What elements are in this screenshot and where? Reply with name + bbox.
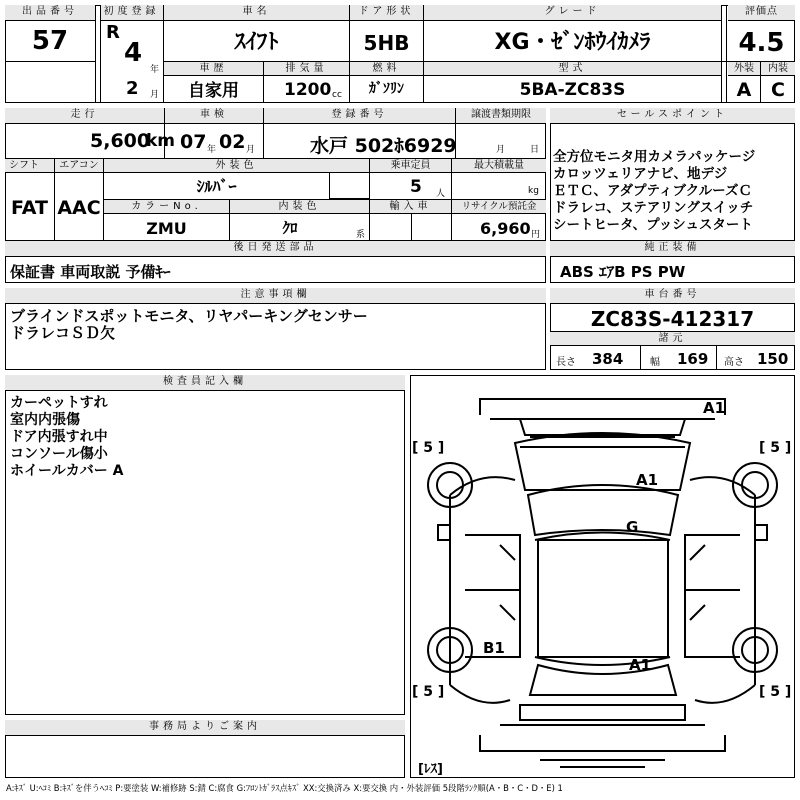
capacity-box (370, 173, 452, 200)
era: R (106, 22, 120, 43)
sales-point-line: シートヒータ、プッシュスタート (553, 217, 753, 233)
reg-number-label: 登録番号 (264, 108, 456, 124)
displacement-label: 排気量 (264, 62, 350, 76)
lot-blank (5, 61, 96, 103)
dims-div-2 (716, 346, 717, 370)
reg-number-box (264, 124, 456, 158)
inspector-line: ホイールカバー A (10, 463, 124, 479)
mileage-value: 5,600 (90, 130, 151, 152)
color-label: 外装色 (104, 159, 370, 173)
model-value: 5BA-ZC83S (424, 76, 722, 103)
sales-point-line: カロッツェリアナビ、地デジ (553, 166, 728, 182)
office-label: 事務局よりご案内 (5, 720, 405, 736)
int-color-value: ｸﾛ (282, 219, 298, 237)
later-parts-value: 保証書 車両取説 予備ｷｰ (10, 263, 171, 281)
chassis-label: 車台番号 (550, 288, 795, 304)
history-value: 自家用 (164, 76, 264, 103)
inspector-label: 検査員記入欄 (5, 375, 405, 391)
inspector-line: ドア内張すれ中 (10, 429, 108, 445)
fuel-value: ｶﾞｿﾘﾝ (350, 76, 424, 103)
capacity-unit: 人 (436, 189, 446, 199)
tire-rear-right: [ 5 ] (759, 684, 792, 700)
shift-value: FAT (5, 173, 55, 241)
displacement-box (264, 76, 350, 103)
width-label: 幅 (650, 357, 660, 368)
int-color-unit: 系 (356, 230, 366, 240)
int-color-label: 内装色 (230, 200, 370, 214)
damage-mark-windshield: G (626, 518, 639, 536)
insp-month-unit: 月 (246, 145, 256, 155)
later-parts-label: 後日発送部品 (5, 241, 546, 257)
insp-year-unit: 年 (207, 145, 217, 155)
caution-line: ブラインドスポットモニタ、リヤパーキングセンサー (10, 307, 368, 325)
interior-label: 内装 (761, 62, 795, 76)
inspector-line: カーペットすれ (10, 395, 108, 411)
recycle-unit: 円 (531, 230, 541, 240)
dims-label: 諸元 (550, 332, 795, 346)
damage-mark-left-rear: B1 (483, 639, 505, 657)
genuine-value: ABS ｴｱB PS PW (560, 263, 686, 281)
height-value: 150 (757, 350, 789, 368)
ac-value: AAC (55, 173, 104, 241)
length-label: 長さ (556, 357, 576, 368)
insp-month: 02 (219, 131, 246, 153)
model-label: 型式 (424, 62, 722, 76)
year-unit: 年 (150, 65, 160, 75)
inspector-line: コンソール傷小 (10, 446, 108, 462)
color-no-label: カラーNo. (104, 200, 230, 214)
recycle-value: 6,960 (480, 219, 531, 238)
displacement-unit: cc (332, 90, 342, 100)
sales-points-lines (553, 149, 755, 234)
exterior-value: A (728, 76, 761, 103)
damage-mark-rear: A1 (629, 656, 652, 674)
genuine-label: 純正装備 (550, 241, 795, 257)
damage-mark-front-bumper: A1 (703, 399, 726, 417)
sales-point-line: ドラレコ、ステアリングスイッチ (553, 200, 754, 216)
month-unit: 月 (150, 90, 160, 100)
fuel-label: 燃料 (350, 62, 424, 76)
tire-front-left: [ 5 ] (412, 440, 445, 456)
capacity-label: 乗車定員 (370, 159, 452, 173)
import-inner (370, 214, 412, 241)
transfer-day: 日 (530, 145, 540, 155)
transfer-label: 譲渡書類期限 (456, 108, 546, 124)
inspection-label: 車検 (165, 108, 264, 124)
dims-div-1 (640, 346, 641, 370)
interior-value: C (771, 79, 785, 101)
grade-label: グレード (424, 5, 722, 21)
sales-point-line: 全方位モニタ用カメラパッケージ (553, 149, 756, 165)
length-value: 384 (592, 350, 624, 368)
color-no-value: ZMU (104, 214, 230, 241)
inspector-lines (10, 395, 123, 480)
mileage-label: 走行 (5, 108, 165, 124)
recycle-label: リサイクル預託金 (452, 200, 546, 214)
legend: A:ｷｽﾞ U:ﾍｺﾐ B:ｷｽﾞを伴うﾍｺﾐ P:要塗装 W:補修跡 S:錆 C:腐食 G:ﾌﾛﾝﾄｶﾞﾗｽ点ｷｽﾞ XX:交換済み X:要交換 内・外装評価 5段階ﾗﾝｸ順(A・B・C・D・E) 1 (6, 783, 563, 793)
exterior-label: 外装 (728, 62, 761, 76)
reg-year: 4 (124, 38, 143, 68)
caution-line: ドラレコＳＤ欠 (10, 324, 116, 342)
door-label: ドア形状 (350, 5, 424, 21)
height-label: 高さ (724, 357, 744, 368)
car-name: ｽｲﾌﾄ (164, 21, 350, 61)
tire-rear-left: [ 5 ] (412, 684, 445, 700)
displacement-value: 1200 (284, 80, 332, 100)
chassis-value: ZC83S-412317 (550, 304, 795, 332)
width-value: 169 (677, 350, 709, 368)
sales-points-label: セールスポイント (550, 108, 795, 124)
sales-point-line: ＥＴＣ、アダプティブクルーズＣ (553, 183, 752, 199)
transfer-month: 月 (496, 145, 506, 155)
tire-front-right: [ 5 ] (759, 440, 792, 456)
ac-label: エアコン (55, 159, 104, 173)
car-diagram (410, 375, 795, 778)
door-value: 5HB (350, 21, 424, 61)
score-value: 4.5 (738, 28, 785, 58)
grade-value: XG・ｾﾞﾝﾎｳｲｶﾒﾗ (424, 21, 722, 61)
import-label: 輸入車 (370, 200, 452, 214)
damage-mark-hood: A1 (636, 471, 659, 489)
capacity-value: 5 (410, 177, 422, 197)
insp-year: 07 (180, 131, 207, 153)
mileage-unit: km (146, 131, 176, 151)
int-color-box (230, 214, 370, 241)
car-name-label: 車名 (164, 5, 350, 21)
score-label: 評価点 (728, 5, 795, 21)
lot-number: 57 (5, 21, 96, 61)
lot-number-label: 出品番号 (5, 5, 96, 21)
load-label: 最大積載量 (452, 159, 546, 173)
inspection-box (165, 124, 264, 158)
reg-divider (100, 5, 164, 103)
shift-label: シフト (5, 159, 55, 173)
spare-tire-label: [ﾚｽ] (418, 762, 443, 777)
reg-number-value: 水戸 502ﾎ6929 (310, 135, 457, 157)
first-reg-label: 初度登録 (100, 5, 164, 21)
caution-label: 注意事項欄 (5, 288, 546, 304)
color-blank (330, 173, 370, 199)
inspector-line: 室内内張傷 (10, 412, 80, 428)
caution-lines (10, 308, 368, 342)
load-unit: kg (528, 186, 539, 196)
color-value: ｼﾙﾊﾞｰ (104, 173, 330, 199)
reg-month: 2 (126, 78, 139, 99)
history-label: 車歴 (164, 62, 264, 76)
mileage-box (5, 124, 165, 158)
load-box (452, 173, 546, 200)
